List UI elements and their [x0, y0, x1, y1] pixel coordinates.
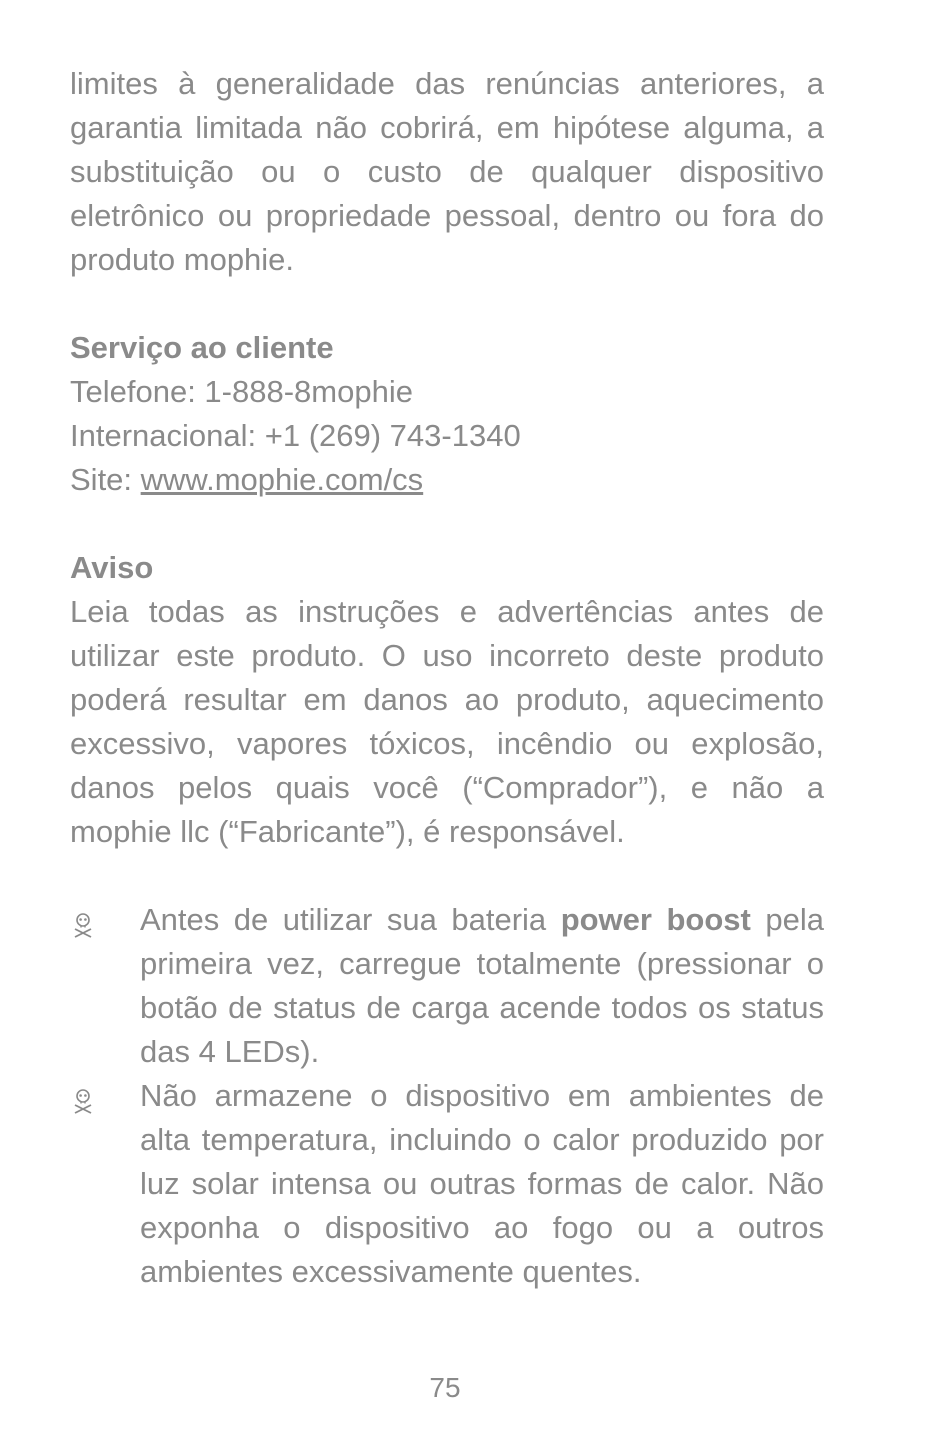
spacer	[70, 282, 824, 326]
product-name: power boost	[560, 902, 751, 937]
page-content	[70, 62, 824, 1294]
phone-line: Telefone: 1-888-8mophie	[70, 374, 413, 409]
site-label: Site:	[70, 462, 141, 497]
bullet-text: Antes de utilizar sua bateria	[140, 902, 561, 937]
warning-bullet-list	[70, 898, 824, 1294]
spacer	[70, 502, 824, 546]
skull-crossbones-icon	[72, 907, 94, 933]
site-link[interactable]: www.mophie.com/cs	[140, 462, 424, 497]
warning-bullet-item	[70, 1074, 824, 1294]
warning-paragraph: Leia todas as instruções e advertências antes de utilizar este produto. O uso incorreto deste produto poderá resultar em danos ao produto, aquecimento excessivo, vapores tóxicos, incêndio ou explosão, danos pelos quais você (“Comprador”), e não a mophie llc (“Fabricante”), é responsável.	[70, 594, 824, 849]
warning-heading: Aviso	[70, 550, 154, 585]
skull-crossbones-icon	[72, 1083, 94, 1109]
warning-bullet-item	[70, 898, 824, 1074]
bullet-text: Não armazene o dispositivo em ambientes de alta temperatura, incluindo o calor produzido por luz solar intensa ou outras formas de calor. Não exponha o dispositivo ao fogo ou a outros ambientes excessivamente quentes.	[140, 1078, 824, 1289]
intro-paragraph: limites à generalidade das renúncias anteriores, a garantia limitada não cobrirá, em hipótese alguma, a substituição ou o custo de qualquer dispositivo eletrônico ou propriedade pessoal, dentro ou fora do produto mophie.	[70, 66, 824, 277]
site-line	[70, 458, 824, 502]
page-number: 75	[429, 1372, 461, 1403]
warning-section	[70, 546, 824, 854]
customer-service-heading: Serviço ao cliente	[70, 330, 334, 365]
customer-service-section	[70, 326, 824, 502]
bullet-text: pela primeira vez, carregue totalmente (pressionar o botão de status de carga acende todos os status das 4 LEDs).	[140, 902, 824, 1069]
international-phone-line: Internacional: +1 (269) 743-1340	[70, 418, 521, 453]
